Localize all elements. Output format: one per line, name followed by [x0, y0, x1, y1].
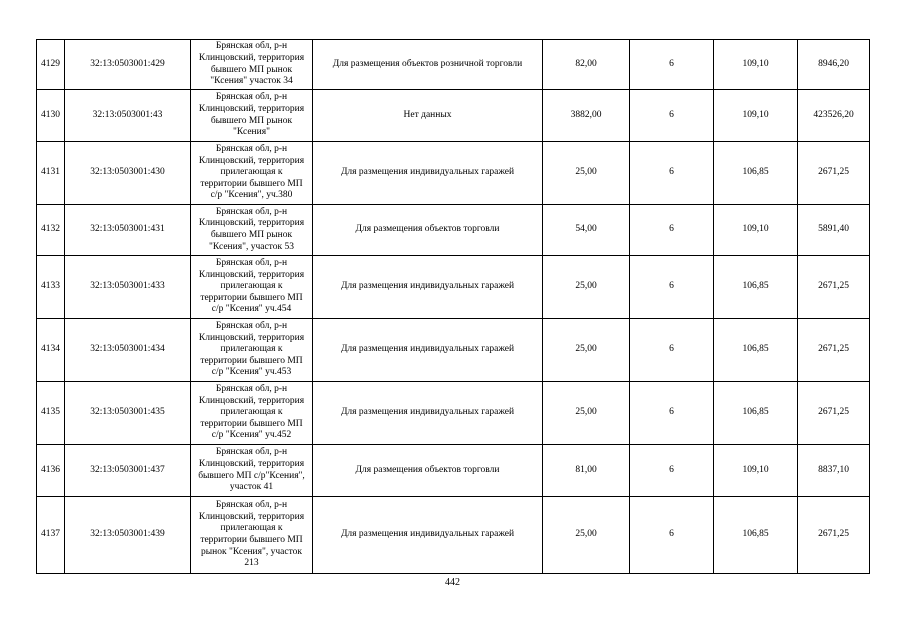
table-row	[37, 205, 870, 256]
cadastral-number-cell: 32:13:0503001:439	[65, 497, 191, 574]
area-cell: 3882,00	[543, 90, 630, 142]
row-number-cell: 4137	[37, 497, 65, 574]
area-cell: 25,00	[543, 256, 630, 319]
purpose-cell: Для размещения индивидуальных гаражей	[313, 382, 543, 445]
row-number-cell: 4130	[37, 90, 65, 142]
cadastral-value-cell: 2671,25	[798, 142, 870, 205]
table-row	[37, 142, 870, 205]
cadastral-number-cell: 32:13:0503001:434	[65, 319, 191, 382]
group-cell: 6	[630, 40, 714, 90]
address-cell: Брянская обл, р-н Клинцовский, территория бывшего МП с/р"Ксения", участок 41	[191, 445, 313, 497]
rate-cell: 109,10	[714, 90, 798, 142]
group-cell: 6	[630, 90, 714, 142]
rate-cell: 106,85	[714, 142, 798, 205]
area-cell: 25,00	[543, 382, 630, 445]
rate-cell: 109,10	[714, 40, 798, 90]
row-number-cell: 4129	[37, 40, 65, 90]
group-cell: 6	[630, 319, 714, 382]
table-row	[37, 319, 870, 382]
cadastral-number-cell: 32:13:0503001:431	[65, 205, 191, 256]
group-cell: 6	[630, 497, 714, 574]
cadastral-number-cell: 32:13:0503001:43	[65, 90, 191, 142]
cadastral-value-cell: 5891,40	[798, 205, 870, 256]
land-plot-table	[36, 39, 870, 574]
purpose-cell: Для размещения объектов торговли	[313, 205, 543, 256]
rate-cell: 106,85	[714, 256, 798, 319]
cadastral-value-cell: 8837,10	[798, 445, 870, 497]
address-cell: Брянская обл, р-н Клинцовский, территория бывшего МП рынок "Ксения" участок 34	[191, 40, 313, 90]
address-cell: Брянская обл, р-н Клинцовский, территория прилегающая к территории бывшего МП рынок "Ксения", участок 213	[191, 497, 313, 574]
rate-cell: 106,85	[714, 319, 798, 382]
area-cell: 82,00	[543, 40, 630, 90]
cadastral-value-cell: 2671,25	[798, 319, 870, 382]
purpose-cell: Для размещения индивидуальных гаражей	[313, 319, 543, 382]
address-cell: Брянская обл, р-н Клинцовский, территория прилегающая к территории бывшего МП с/р "Ксения" уч.453	[191, 319, 313, 382]
cadastral-value-cell: 423526,20	[798, 90, 870, 142]
rate-cell: 109,10	[714, 445, 798, 497]
row-number-cell: 4135	[37, 382, 65, 445]
rate-cell: 106,85	[714, 497, 798, 574]
group-cell: 6	[630, 205, 714, 256]
purpose-cell: Нет данных	[313, 90, 543, 142]
area-cell: 25,00	[543, 319, 630, 382]
purpose-cell: Для размещения индивидуальных гаражей	[313, 497, 543, 574]
table-row	[37, 40, 870, 90]
row-number-cell: 4131	[37, 142, 65, 205]
address-cell: Брянская обл, р-н Клинцовский, территория бывшего МП рынок "Ксения", участок 53	[191, 205, 313, 256]
table-row	[37, 382, 870, 445]
area-cell: 25,00	[543, 142, 630, 205]
cadastral-number-cell: 32:13:0503001:429	[65, 40, 191, 90]
table-row	[37, 256, 870, 319]
cadastral-value-cell: 2671,25	[798, 256, 870, 319]
table-row	[37, 497, 870, 574]
purpose-cell: Для размещения индивидуальных гаражей	[313, 142, 543, 205]
row-number-cell: 4134	[37, 319, 65, 382]
rate-cell: 109,10	[714, 205, 798, 256]
purpose-cell: Для размещения индивидуальных гаражей	[313, 256, 543, 319]
page-number: 442	[445, 577, 460, 588]
address-cell: Брянская обл, р-н Клинцовский, территория прилегающая к территории бывшего МП с/р "Ксения" уч.454	[191, 256, 313, 319]
cadastral-number-cell: 32:13:0503001:435	[65, 382, 191, 445]
table-body	[37, 40, 870, 574]
row-number-cell: 4132	[37, 205, 65, 256]
address-cell: Брянская обл, р-н Клинцовский, территория прилегающая к территории бывшего МП с/р "Ксения", уч.380	[191, 142, 313, 205]
table-row	[37, 90, 870, 142]
area-cell: 25,00	[543, 497, 630, 574]
cadastral-number-cell: 32:13:0503001:433	[65, 256, 191, 319]
row-number-cell: 4136	[37, 445, 65, 497]
address-cell: Брянская обл, р-н Клинцовский, территория бывшего МП рынок "Ксения"	[191, 90, 313, 142]
table-row	[37, 445, 870, 497]
cadastral-number-cell: 32:13:0503001:437	[65, 445, 191, 497]
purpose-cell: Для размещения объектов розничной торговли	[313, 40, 543, 90]
group-cell: 6	[630, 382, 714, 445]
rate-cell: 106,85	[714, 382, 798, 445]
cadastral-number-cell: 32:13:0503001:430	[65, 142, 191, 205]
address-cell: Брянская обл, р-н Клинцовский, территория прилегающая к территории бывшего МП с/р "Ксения" уч.452	[191, 382, 313, 445]
group-cell: 6	[630, 256, 714, 319]
group-cell: 6	[630, 445, 714, 497]
cadastral-value-cell: 2671,25	[798, 497, 870, 574]
group-cell: 6	[630, 142, 714, 205]
area-cell: 54,00	[543, 205, 630, 256]
cadastral-value-cell: 2671,25	[798, 382, 870, 445]
purpose-cell: Для размещения объектов торговли	[313, 445, 543, 497]
area-cell: 81,00	[543, 445, 630, 497]
cadastral-value-cell: 8946,20	[798, 40, 870, 90]
row-number-cell: 4133	[37, 256, 65, 319]
